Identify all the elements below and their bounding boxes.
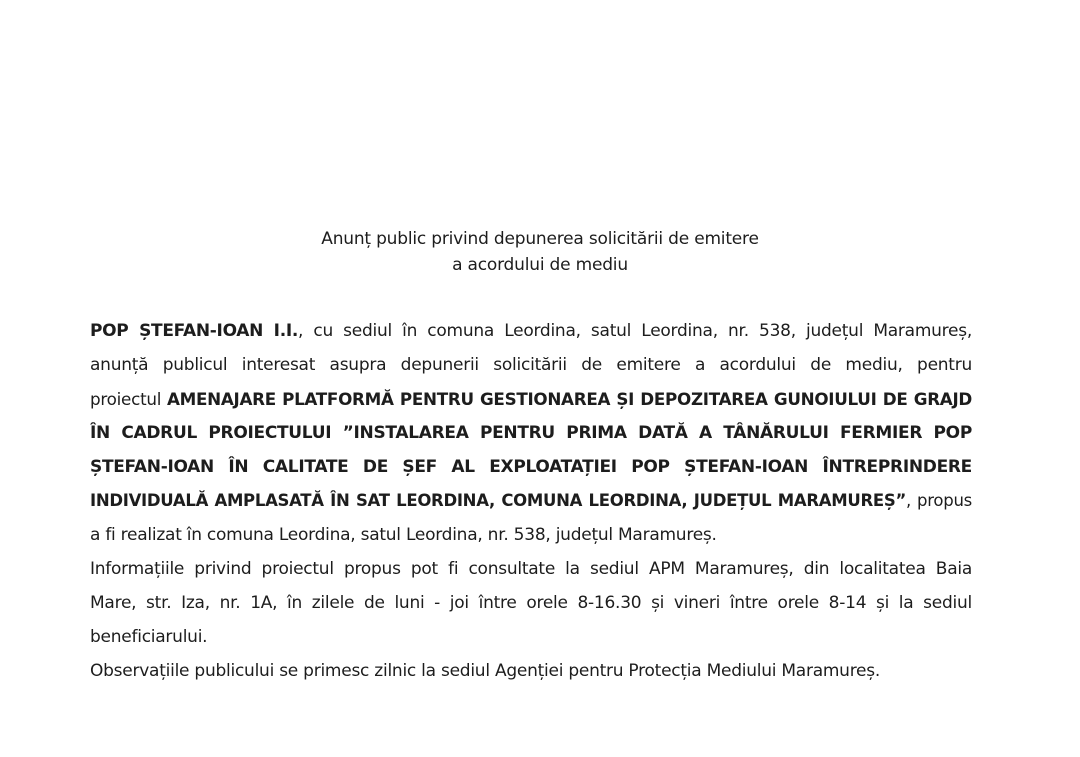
paragraph-1-line-1 bbox=[90, 314, 972, 348]
paragraph-1-line-3 bbox=[90, 382, 972, 416]
project-title-line-2: ÎN CADRUL PROIECTULUI ”INSTALAREA PENTRU PRIMA DATĂ A TÂNĂRULUI FERMIER POP bbox=[90, 423, 972, 443]
paragraph-1-line-6 bbox=[90, 484, 972, 518]
paragraph-1-line-4 bbox=[90, 416, 972, 450]
paragraph-1-line-7: a fi realizat în comuna Leordina, satul Leordina, nr. 538, județul Maramureș. bbox=[90, 525, 717, 545]
paragraph-2 bbox=[90, 552, 972, 654]
project-prefix: proiectul bbox=[90, 389, 167, 409]
paragraph-3-line-1: Observațiile publicului se primesc zilnic la sediul Agenției pentru Protecția Mediului Maramureș. bbox=[90, 661, 881, 681]
project-title-line-3: ȘTEFAN-IOAN ÎN CALITATE DE ȘEF AL EXPLOATAȚIEI POP ȘTEFAN-IOAN ÎNTREPRINDERE bbox=[90, 457, 972, 477]
paragraph-3 bbox=[90, 654, 972, 688]
paragraph-2-line-3: beneficiarului. bbox=[90, 627, 208, 647]
paragraph-2-line-1: Informațiile privind proiectul propus pot fi consultate la sediul APM Maramureș, din localitatea Baia bbox=[90, 559, 972, 579]
company-address-text: , cu sediul în comuna Leordina, satul Leordina, nr. 538, județul Maramureș, bbox=[298, 321, 972, 341]
announcement-title bbox=[0, 226, 1080, 278]
project-suffix: , propus bbox=[906, 491, 973, 510]
paragraph-1 bbox=[90, 314, 972, 552]
paragraph-1-line-2: anunță publicul interesat asupra depunerii solicitării de emitere a acordului de mediu, pentru bbox=[90, 355, 972, 375]
project-title-line-4: INDIVIDUALĂ AMPLASATĂ ÎN SAT LEORDINA, COMUNA LEORDINA, JUDEȚUL MARAMUREȘ” bbox=[90, 491, 906, 510]
company-name: POP ȘTEFAN-IOAN I.I. bbox=[90, 321, 299, 341]
project-title-line-1: AMENAJARE PLATFORMĂ PENTRU GESTIONAREA ȘI DEPOZITAREA GUNOIULUI DE GRAJD bbox=[166, 389, 973, 409]
paragraph-1-line-5 bbox=[90, 450, 972, 484]
title-line-1: Anunț public privind depunerea solicitării de emitere bbox=[321, 229, 759, 249]
title-line-2: a acordului de mediu bbox=[452, 255, 628, 275]
paragraph-2-line-2: Mare, str. Iza, nr. 1A, în zilele de luni - joi între orele 8-16.30 și vineri între orele 8-14 și la sediul bbox=[90, 593, 972, 613]
announcement-body bbox=[90, 314, 972, 688]
